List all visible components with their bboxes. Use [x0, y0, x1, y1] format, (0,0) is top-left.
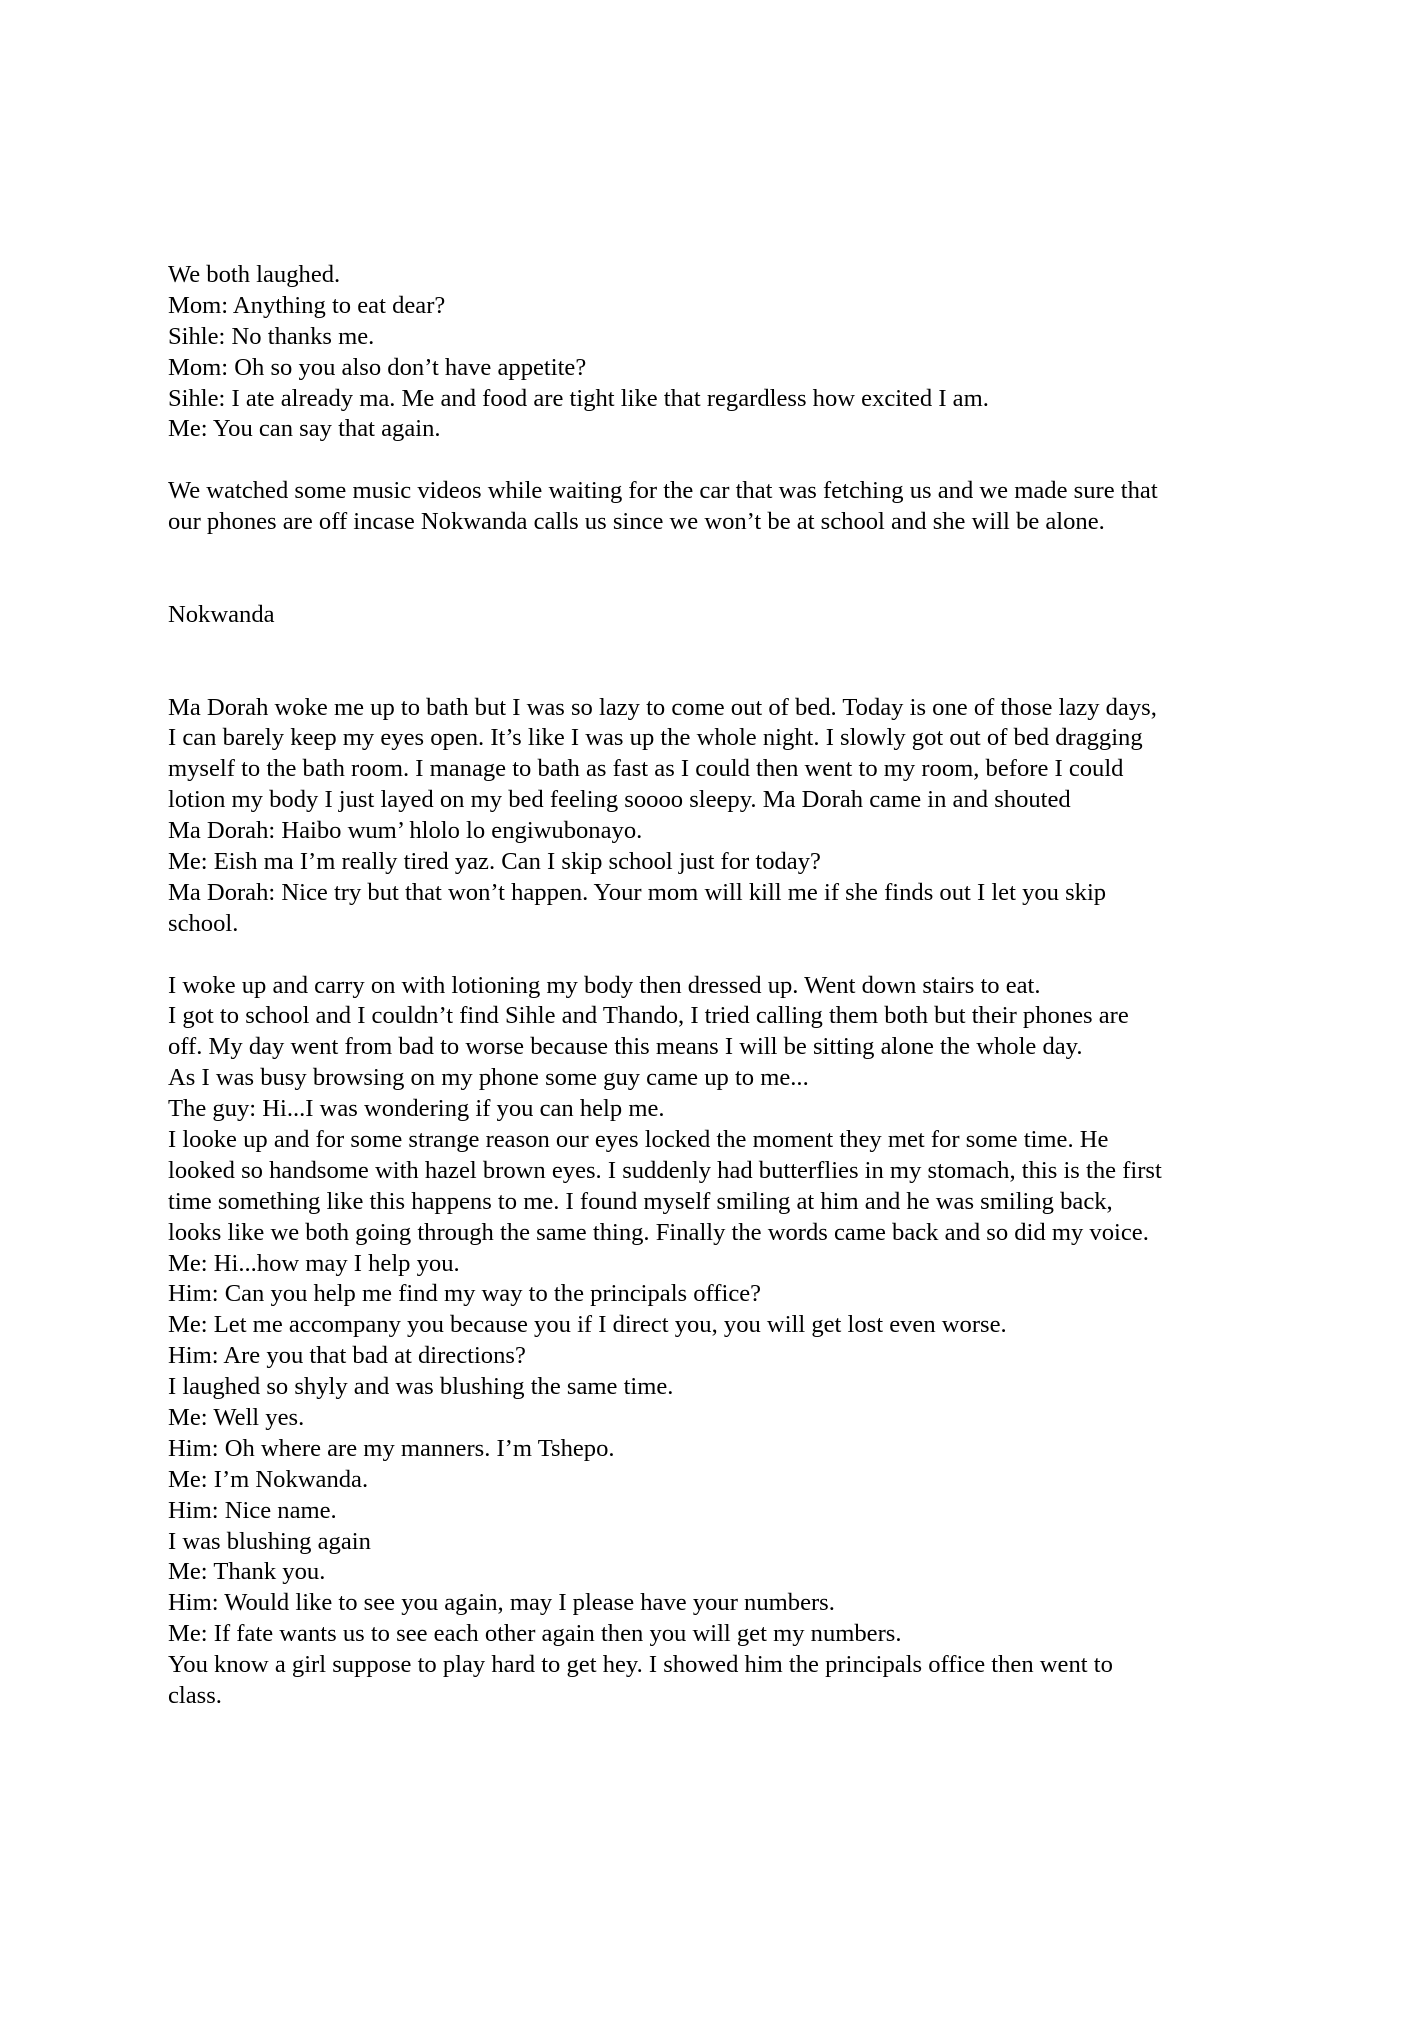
text-line: Me: Let me accompany you because you if I direct you, you will get lost even worse. [168, 1311, 1007, 1339]
text-line: I looke up and for some strange reason our eyes locked the moment they met for some time. He [168, 1125, 1109, 1153]
text-line: Him: Nice name. [168, 1496, 337, 1524]
text-line: I woke up and carry on with lotioning my body then dressed up. Went down stairs to eat. [168, 971, 1041, 999]
text-line: Ma Dorah: Haibo wum’ hlolo lo engiwubonayo. [168, 817, 643, 845]
text-line: As I was busy browsing on my phone some guy came up to me... [168, 1064, 809, 1092]
text-line: You know a girl suppose to play hard to get hey. I showed him the principals office then went to [168, 1651, 1113, 1679]
text-line: Me: Eish ma I’m really tired yaz. Can I skip school just for today? [168, 847, 821, 875]
text-line: Me: You can say that again. [168, 415, 441, 443]
text-line: looked so handsome with hazel brown eyes. I suddenly had butterflies in my stomach, this is the first [168, 1156, 1162, 1184]
text-line: off. My day went from bad to worse because this means I will be sitting alone the whole day. [168, 1033, 1083, 1061]
text-line: Ma Dorah: Nice try but that won’t happen. Your mom will kill me if she finds out I let you skip [168, 878, 1107, 906]
text-line: I was blushing again [168, 1527, 371, 1555]
text-line: class. [168, 1682, 222, 1709]
text-line: Me: If fate wants us to see each other again then you will get my numbers. [168, 1620, 902, 1648]
paragraph-gap [168, 445, 1278, 476]
text-line: Him: Oh where are my manners. I’m Tshepo. [168, 1434, 615, 1462]
section-gap [168, 538, 1278, 600]
text-line: I got to school and I couldn’t find Sihle and Thando, I tried calling them both but their phones are [168, 1002, 1129, 1030]
text-line: Me: Well yes. [168, 1403, 305, 1431]
text-line: our phones are off incase Nokwanda calls us since we won’t be at school and she will be alone. [168, 508, 1105, 536]
section-heading: Nokwanda [168, 600, 275, 628]
text-line: Mom: Oh so you also don’t have appetite? [168, 353, 587, 381]
text-line: Me: Thank you. [168, 1558, 326, 1586]
text-line: Me: I’m Nokwanda. [168, 1465, 369, 1493]
text-line: I laughed so shyly and was blushing the same time. [168, 1373, 674, 1401]
text-line: Him: Can you help me find my way to the principals office? [168, 1280, 762, 1308]
text-line: school. [168, 909, 239, 937]
text-line: myself to the bath room. I manage to bath as fast as I could then went to my room, before I could [168, 755, 1124, 783]
text-line: lotion my body I just layed on my bed feeling soooo sleepy. Ma Dorah came in and shouted [168, 786, 1071, 814]
text-line: time something like this happens to me. I found myself smiling at him and he was smiling back, [168, 1187, 1113, 1215]
document-body [168, 260, 1278, 1712]
text-line: Him: Are you that bad at directions? [168, 1342, 526, 1370]
text-line: Sihle: I ate already ma. Me and food are tight like that regardless how excited I am. [168, 384, 989, 412]
text-line: The guy: Hi...I was wondering if you can help me. [168, 1095, 665, 1123]
text-line: Me: Hi...how may I help you. [168, 1249, 460, 1277]
text-line: Ma Dorah woke me up to bath but I was so lazy to come out of bed. Today is one of those lazy days, [168, 693, 1157, 721]
section-gap [168, 631, 1278, 693]
paragraph-gap [168, 940, 1278, 971]
text-line: looks like we both going through the same thing. Finally the words came back and so did my voice. [168, 1218, 1149, 1246]
text-line: I can barely keep my eyes open. It’s like I was up the whole night. I slowly got out of bed dragging [168, 724, 1143, 752]
text-line: Mom: Anything to eat dear? [168, 291, 446, 319]
text-line: Sihle: No thanks me. [168, 322, 375, 350]
text-line: We both laughed. [168, 261, 341, 288]
text-line: We watched some music videos while waiting for the car that was fetching us and we made sure that [168, 477, 1158, 505]
text-line: Him: Would like to see you again, may I please have your numbers. [168, 1589, 835, 1617]
